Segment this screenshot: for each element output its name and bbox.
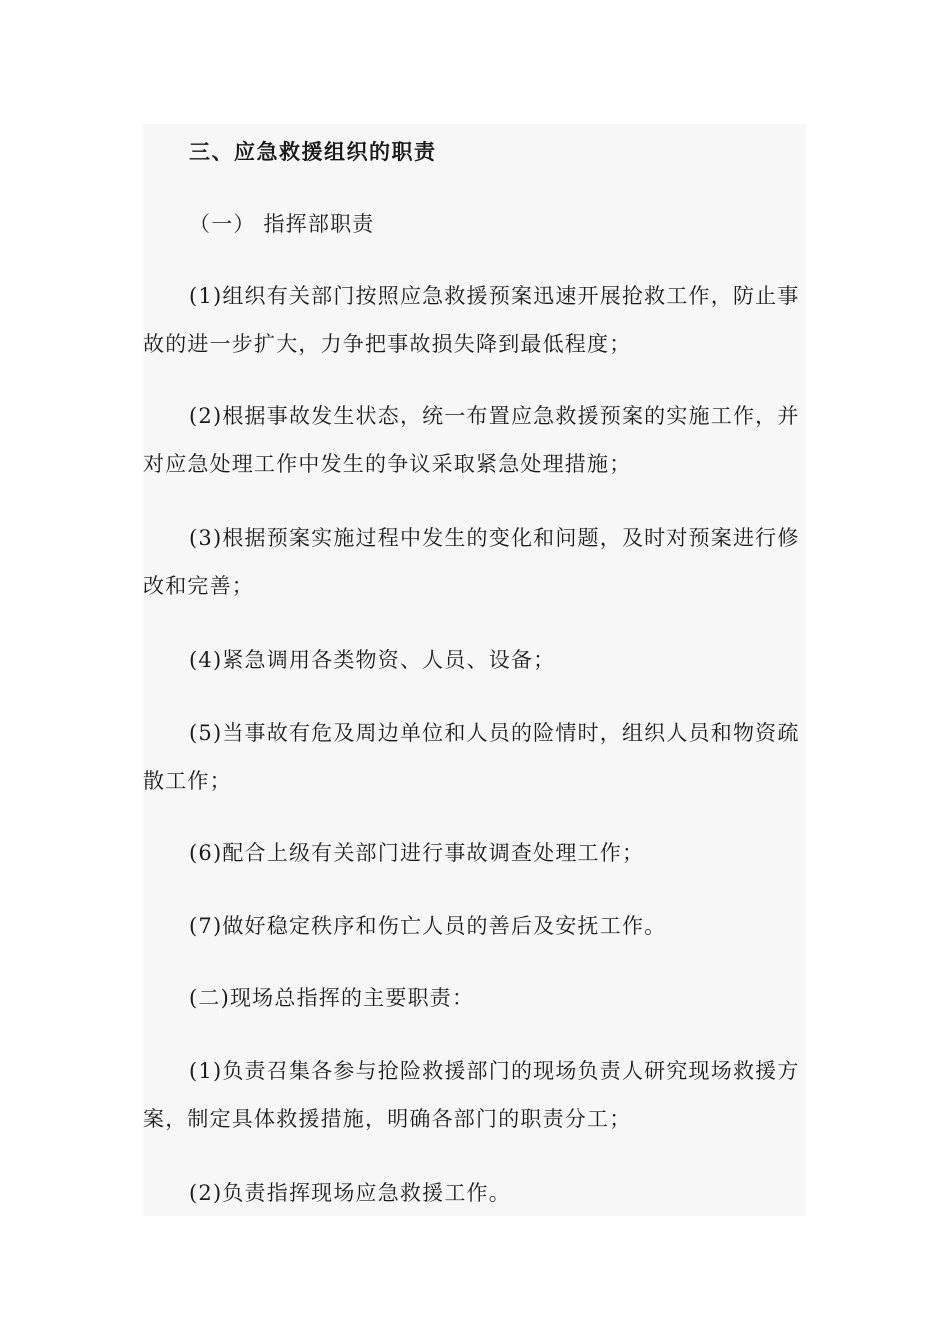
list-item: (6)配合上级有关部门进行事故调查处理工作； bbox=[189, 841, 645, 865]
list-item: (3)根据预案实施过程中发生的变化和问题，及时对预案进行修改和完善； bbox=[143, 526, 800, 598]
list-item: (2)根据事故发生状态，统一布置应急救援预案的实施工作，并对应急处理工作中发生的争议采取紧急处理措施； bbox=[143, 404, 800, 476]
list-item: (1)负责召集各参与抢险救援部门的现场负责人研究现场救援方案，制定具体救援措施，明确各部门的职责分工； bbox=[143, 1059, 800, 1131]
section-heading: 三、应急救援组织的职责 bbox=[189, 139, 437, 164]
document-text-block bbox=[143, 124, 806, 1216]
list-item: (4)紧急调用各类物资、人员、设备； bbox=[189, 648, 556, 672]
subsection-title-command: （一） 指挥部职责 bbox=[189, 212, 375, 236]
list-item: (2)负责指挥现场应急救援工作。 bbox=[189, 1181, 511, 1205]
list-item: (1)组织有关部门按照应急救援预案迅速开展抢救工作，防止事故的进一步扩大，力争把事故损失降到最低程度； bbox=[143, 284, 800, 356]
subsection-title-commander: (二)现场总指挥的主要职责： bbox=[189, 986, 475, 1010]
list-item: (7)做好稳定秩序和伤亡人员的善后及安抚工作。 bbox=[189, 914, 667, 938]
list-item: (5)当事故有危及周边单位和人员的险情时，组织人员和物资疏散工作； bbox=[143, 721, 800, 793]
